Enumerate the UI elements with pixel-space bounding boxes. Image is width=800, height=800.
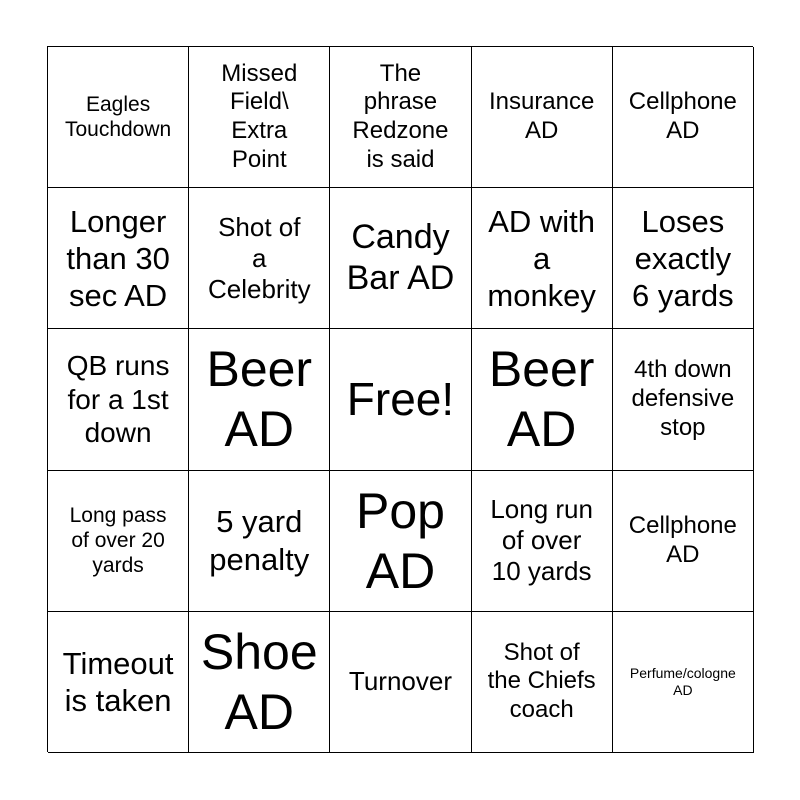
bingo-cell[interactable] — [472, 188, 613, 329]
cell-label: Longer than 30 sec AD — [66, 203, 170, 313]
bingo-cell[interactable] — [189, 188, 330, 329]
cell-label: Shot of a Celebrity — [207, 211, 311, 304]
bingo-cell[interactable] — [189, 471, 330, 612]
cell-label: Cellphone AD — [628, 88, 737, 145]
cell-label: 4th down defensive stop — [631, 356, 735, 441]
bingo-cell[interactable] — [330, 47, 471, 188]
cell-label: AD with a monkey — [487, 203, 596, 313]
bingo-cell[interactable] — [613, 329, 754, 470]
bingo-cell[interactable] — [613, 47, 754, 188]
free-space[interactable] — [330, 329, 471, 470]
bingo-cell[interactable] — [48, 188, 189, 329]
bingo-cell[interactable] — [189, 329, 330, 470]
cell-label: Timeout is taken — [62, 645, 174, 718]
bingo-cell[interactable] — [48, 471, 189, 612]
cell-label: Missed Field\ Extra Point — [221, 59, 298, 173]
bingo-cell[interactable] — [330, 612, 471, 753]
bingo-cell[interactable] — [48, 612, 189, 753]
cell-label: The phrase Redzone is said — [352, 59, 449, 173]
bingo-cell[interactable] — [472, 329, 613, 470]
cell-label: Long pass of over 20 yards — [69, 503, 167, 578]
bingo-cell[interactable] — [189, 612, 330, 753]
cell-label: Free! — [346, 372, 455, 425]
cell-label: Shoe AD — [200, 623, 318, 740]
bingo-cell[interactable] — [472, 471, 613, 612]
cell-label: Eagles Touchdown — [64, 92, 172, 142]
cell-label: Pop AD — [355, 482, 445, 599]
cell-label: Beer AD — [488, 341, 595, 458]
cell-label: Insurance AD — [488, 88, 595, 145]
bingo-cell[interactable] — [330, 188, 471, 329]
bingo-cell[interactable] — [613, 188, 754, 329]
cell-label: Long run of over 10 yards — [490, 493, 593, 587]
cell-label: QB runs for a 1st down — [66, 350, 170, 449]
bingo-cell[interactable] — [48, 329, 189, 470]
cell-label: Loses exactly 6 yards — [632, 203, 734, 313]
bingo-cell[interactable] — [613, 612, 754, 753]
bingo-cell[interactable] — [48, 47, 189, 188]
bingo-cell[interactable] — [613, 471, 754, 612]
cell-label: Perfume/cologne AD — [629, 665, 736, 698]
bingo-cell[interactable] — [472, 612, 613, 753]
cell-label: Beer AD — [206, 341, 313, 458]
cell-label: Cellphone AD — [628, 511, 737, 568]
bingo-board — [47, 46, 753, 752]
cell-label: Shot of the Chiefs coach — [487, 638, 596, 724]
bingo-cell[interactable] — [189, 47, 330, 188]
bingo-cell[interactable] — [472, 47, 613, 188]
cell-label: Candy Bar AD — [346, 218, 455, 298]
cell-label: Turnover — [348, 666, 452, 697]
bingo-cell[interactable] — [330, 471, 471, 612]
cell-label: 5 yard penalty — [209, 504, 310, 577]
